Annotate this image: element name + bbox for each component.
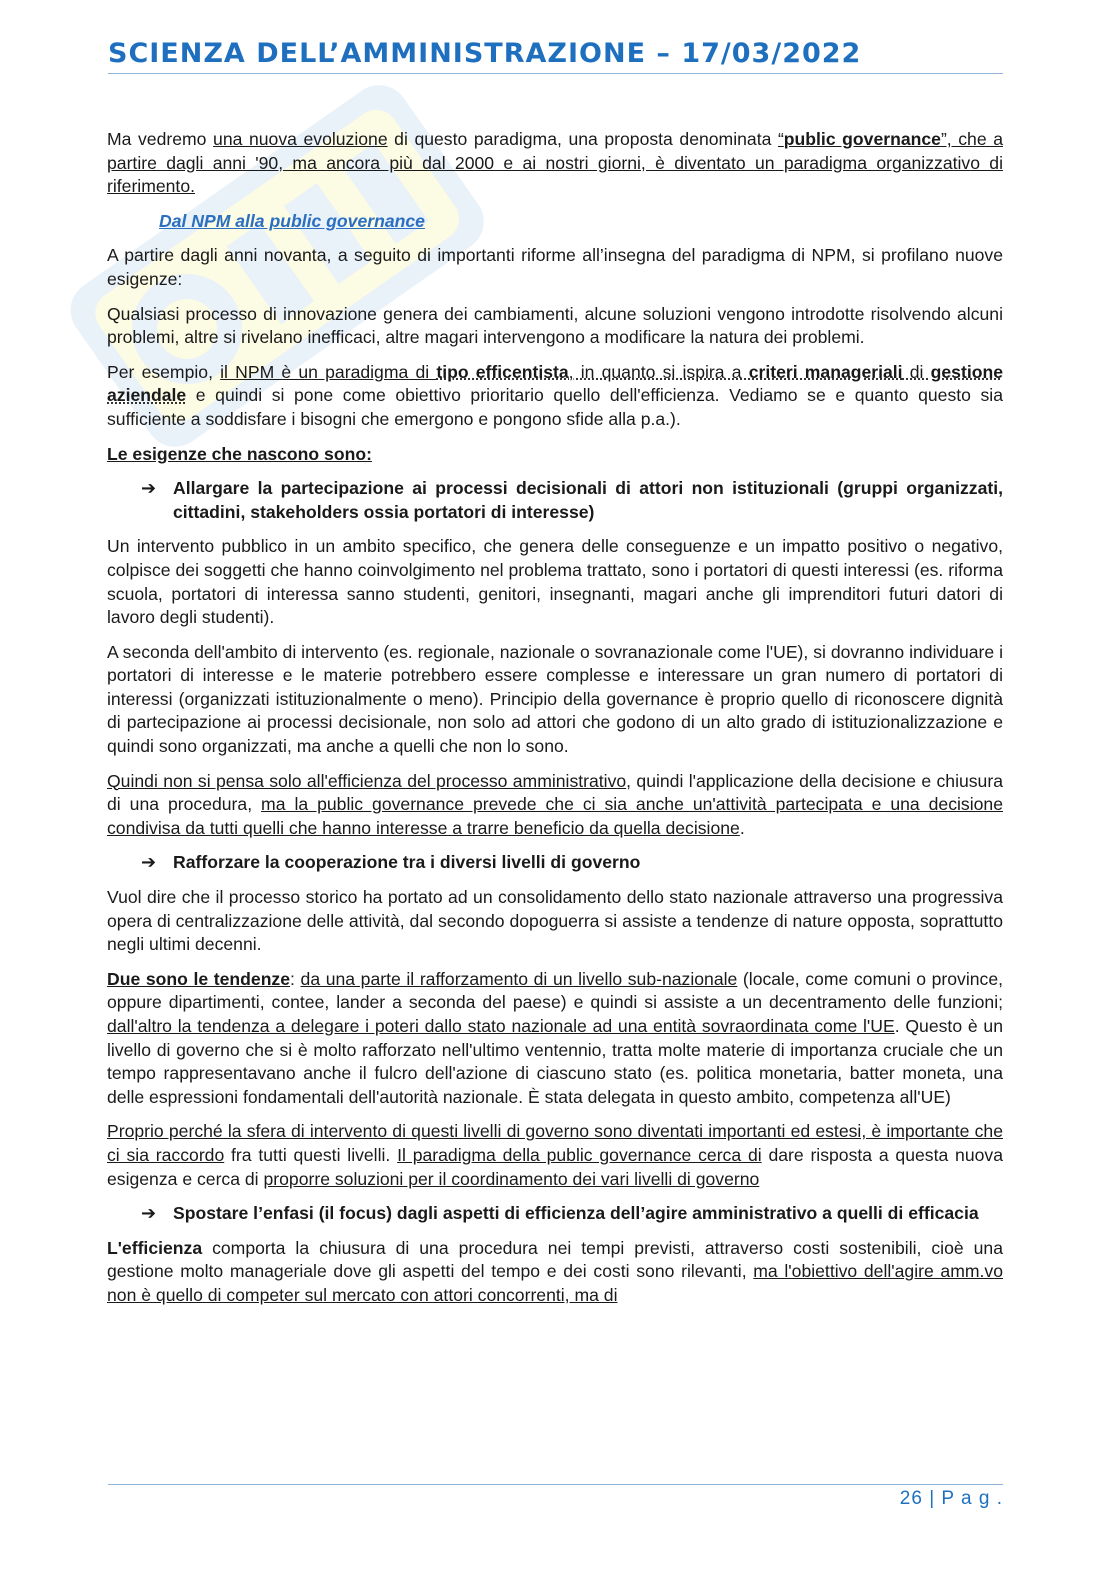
arrow-right-icon: ➔ (141, 1203, 157, 1224)
arrow-right-icon: ➔ (141, 852, 157, 873)
header-divider (108, 73, 1003, 74)
paragraph-public-intervention: Un intervento pubblico in un ambito specifico, che genera delle conseguenze e un impatto positivo o negativo, colpisce dei soggetti che hanno coinvolgimento nel problema trattato, sono i portatori di questi interessi (es. riforma scuola, portatori di interessa sanno studenti, genitori, insegnanti, magari anche gli imprenditori futuri datori di lavoro degli studenti). (107, 536, 1003, 628)
paragraph-npm-example: Per esempio, il NPM è un paradigma di tipo efficentista, in quanto si ispira a criteri manageriali di gestione aziendale e quindi si pone come obiettivo prioritario quello dell'efficienza. Vediamo se e quanto questo sia sufficiente a soddisfare i bisogni che emergono e pongono sfide alla p.a.). (107, 361, 1003, 429)
paragraph-governance-principle: A seconda dell'ambito di intervento (es. regionale, nazionale o sovranazionale come l'UE), si dovranno individuare i portatori di interesse e le materie potrebbero essere complesse e interessare un gran numero di portatori di interessi (organizzati istituzionalmente o meno). Principio della governance è proprio quello di riconoscere dignità di partecipazione ai processi decisionale, non solo ad attori che godono di un alto grado di istituzionalizzazione e quindi sono organizzati, ma anche a quelli che non lo sono. (107, 641, 1003, 757)
page-header-title: SCIENZA DELL’AMMINISTRAZIONE – 17/03/2022 (108, 38, 862, 69)
section-subheading: Dal NPM alla public governance (159, 210, 425, 231)
page-number: 26 | P a g . (899, 1488, 1003, 1509)
bullet-item: ➔ Spostare l’enfasi (il focus) dagli aspetti di efficienza dell’agire amministrativo a quelli di efficacia (141, 1202, 1003, 1226)
paragraph-context: A partire dagli anni novanta, a seguito di importanti riforme all’insegna del paradigma di NPM, si profilano nuove esigenze: (107, 245, 1003, 289)
paragraph-efficiency: Quindi non si pensa solo all'efficienza del processo amministrativo, quindi l'applicazione della decisione e chiusura di una procedura, ma la public governance prevede che ci sia anche un'attività partecipata e una decisione condivisa da tutti quelli che hanno interesse a trarre beneficio da quella decisione. (107, 770, 1003, 838)
bullet-item: ➔ Rafforzare la cooperazione tra i diversi livelli di governo (141, 851, 1003, 875)
bullet-item: ➔ Allargare la partecipazione ai processi decisionali di attori non istituzionali (gruppi organizzati, cittadini, stakeholders ossia portatori di interesse) (141, 478, 1003, 522)
paragraph-intro: Ma vedremo una nuova evoluzione di questo paradigma, una proposta denominata “public governance”, che a partire dagli anni '90, ma ancora più dal 2000 e ai nostri giorni, è diventato un paradigma organizzativo di riferimento. (107, 129, 1003, 197)
paragraph-innovation: Qualsiasi processo di innovazione genera dei cambiamenti, alcune soluzioni vengono introdotte risolvendo alcuni problemi, altre si rivelano inefficaci, altre magari intervengono a modificare la natura dei problemi. (107, 303, 1003, 348)
paragraph-needs-heading: Le esigenze che nascono sono: (107, 443, 372, 464)
paragraph-historical-process: Vuol dire che il processo storico ha portato ad un consolidamento dello stato nazionale attraverso una progressiva opera di centralizzazione delle attività, dal secondo dopoguerra si assiste a tendenze di nature opposta, soprattutto negli ultimi decenni. (107, 887, 1003, 955)
document-body (107, 128, 1003, 1319)
paragraph-efficiency-definition: L'efficienza comporta la chiusura di una procedura nei tempi previsti, attraverso costi sostenibili, cioè una gestione molto manageriale dove gli aspetti del tempo e dei costi sono rilevanti, ma l'obiettivo dell'agire amm.vo non è quello di competer sul mercato con attori concorrenti, ma di (107, 1237, 1003, 1305)
footer-divider (108, 1484, 1003, 1485)
paragraph-coordination: Proprio perché la sfera di intervento di questi livelli di governo sono diventati importanti ed estesi, è importante che ci sia raccordo fra tutti questi livelli. Il paradigma della public governance cerca di dare risposta a questa nuova esigenza e cerca di proporre soluzioni per il coordinamento dei vari livelli di governo (107, 1121, 1003, 1189)
arrow-right-icon: ➔ (141, 478, 157, 499)
paragraph-two-trends: Due sono le tendenze: da una parte il rafforzamento di un livello sub-nazionale (locale, come comuni o province, oppure dipartimenti, contee, lander a seconda del paese) e quindi si assiste a un decentramento delle funzioni; dall'altro la tendenza a delegare i poteri dallo stato nazionale ad una entità sovraordinata come l'UE. Questo è un livello di governo che si è molto rafforzato nell'ultimo ventennio, tratta molte materie di importanza cruciale che un tempo rappresentavano anche il fulcro dell'azione di ciascuno stato (es. politica monetaria, batter moneta, una delle espressioni fondamentali dell'autorità nazionale. È stata delegata in questo ambito, competenza all'UE) (107, 968, 1003, 1107)
